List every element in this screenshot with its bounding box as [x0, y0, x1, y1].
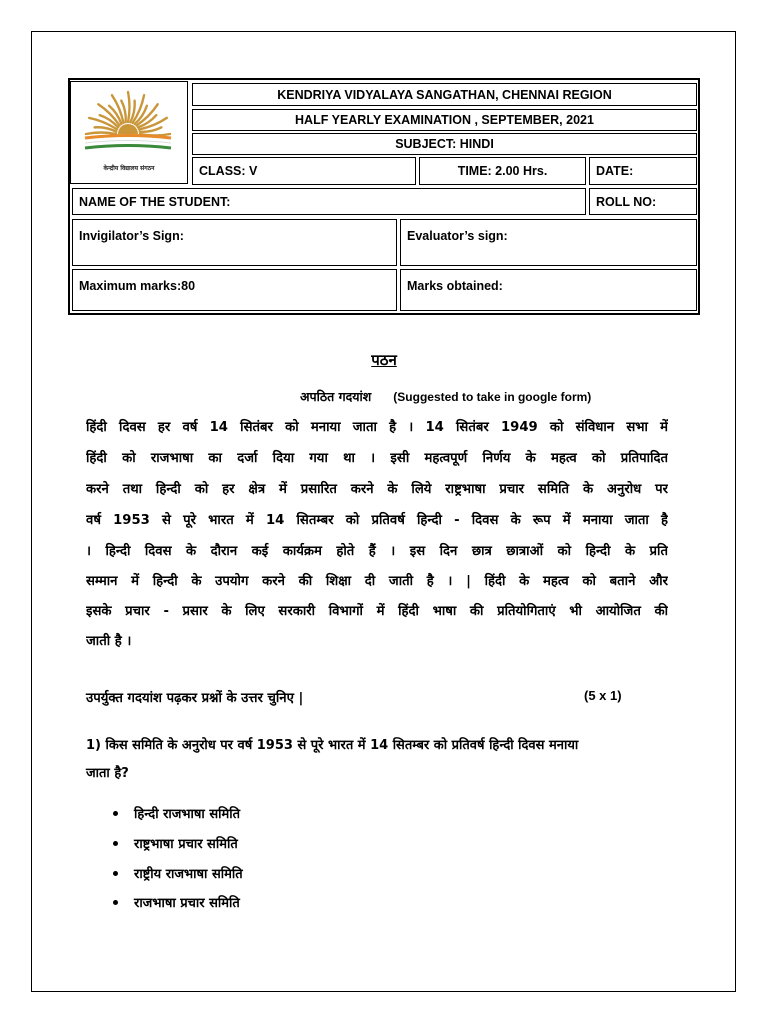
passage-heading-row [300, 388, 591, 405]
logo-caption: केन्द्रीय विद्यालय संगठन [103, 165, 155, 172]
option-label: राष्ट्रीय राजभाषा समिति [134, 867, 243, 882]
section-title: पठन [371, 351, 397, 369]
question-1-option[interactable] [113, 804, 240, 822]
sunburst-logo-icon [71, 82, 186, 162]
exam-name: HALF YEARLY EXAMINATION , SEPTEMBER, 2021 [192, 109, 697, 131]
questions-heading: उपर्युक्त गदयांश पढ़कर प्रश्नों के उत्तर चुनिए | [86, 691, 304, 706]
passage-line: जाती है । [86, 634, 132, 649]
passage-line: वर्ष 1953 से पूरे भारत में 14 सितम्बर को प्रतिवर्ष हिन्दी - दिवस के रूप में मनाया जाता है [86, 513, 668, 528]
bullet-icon [113, 841, 118, 846]
logo-band [85, 141, 171, 144]
class-field: CLASS: V [192, 157, 416, 185]
logo-ray [128, 92, 130, 122]
passage-line: इसके प्रचार - प्रसार के लिए सरकारी विभागों में हिंदी भाषा की प्रतियोगिताएं भी आयोजित की [86, 604, 668, 619]
logo-band [85, 136, 171, 139]
passage-note: (Suggested to take in google form) [393, 390, 592, 404]
question-1-option[interactable] [113, 893, 240, 911]
logo-band [85, 146, 171, 149]
passage-line: हिंदी दिवस हर वर्ष 14 सितंबर को मनाया जाता है । 14 सितंबर 1949 को संविधान सभा में [86, 420, 668, 435]
question-1-option[interactable] [113, 834, 238, 852]
invigilator-sign-field: Invigilator’s Sign: [72, 219, 397, 266]
evaluator-sign-field: Evaluator’s sign: [400, 219, 697, 266]
bullet-icon [113, 811, 118, 816]
marks-obtained-field: Marks obtained: [400, 269, 697, 311]
passage-line: सम्मान में हिन्दी के उपयोग करने की शिक्षा दी जाती है । | हिंदी के महत्व को बताने और [86, 574, 668, 589]
student-name-field: NAME OF THE STUDENT: [72, 188, 586, 215]
subject: SUBJECT: HINDI [192, 133, 697, 155]
option-label: राष्ट्रभाषा प्रचार समिति [134, 837, 238, 852]
logo-ray [86, 133, 116, 135]
passage-heading: अपठित गदयांश [300, 389, 372, 404]
time-field: TIME: 2.00 Hrs. [419, 157, 586, 185]
passage-line: हिंदी को राजभाषा का दर्जा दिया गया था । इसी महत्वपूर्ण निर्णय के महत्व को प्रतिपादित [86, 451, 668, 466]
date-field: DATE: [589, 157, 697, 185]
passage-line: करने तथा हिन्दी को हर क्षेत्र में प्रसारित करने के लिये राष्ट्रभाषा प्रचार समिति के अनुरोध पर [86, 482, 668, 497]
option-label: राजभाषा प्रचार समिति [134, 896, 240, 911]
questions-marks: (5 x 1) [584, 688, 622, 703]
logo-sun [118, 124, 138, 134]
bullet-icon [113, 871, 118, 876]
question-1-option[interactable] [113, 864, 243, 882]
question-1-text: 1) किस समिति के अनुरोध पर वर्ष 1953 से पूरे भारत में 14 सितम्बर को प्रतिवर्ष हिन्दी दिवस मनाया [86, 738, 579, 753]
passage-line: । हिन्दी दिवस के दौरान कई कार्यक्रम होते हैं । इस दिन छात्र छात्राओं को हिन्दी के प्रति [86, 544, 668, 559]
bullet-icon [113, 900, 118, 905]
max-marks-field: Maximum marks:80 [72, 269, 397, 311]
question-1-text-cont: जाता है? [86, 766, 129, 781]
roll-no-field: ROLL NO: [589, 188, 697, 215]
option-label: हिन्दी राजभाषा समिति [134, 807, 241, 822]
kvs-logo [70, 81, 188, 184]
org-name: KENDRIYA VIDYALAYA SANGATHAN, CHENNAI REGION [192, 83, 697, 106]
